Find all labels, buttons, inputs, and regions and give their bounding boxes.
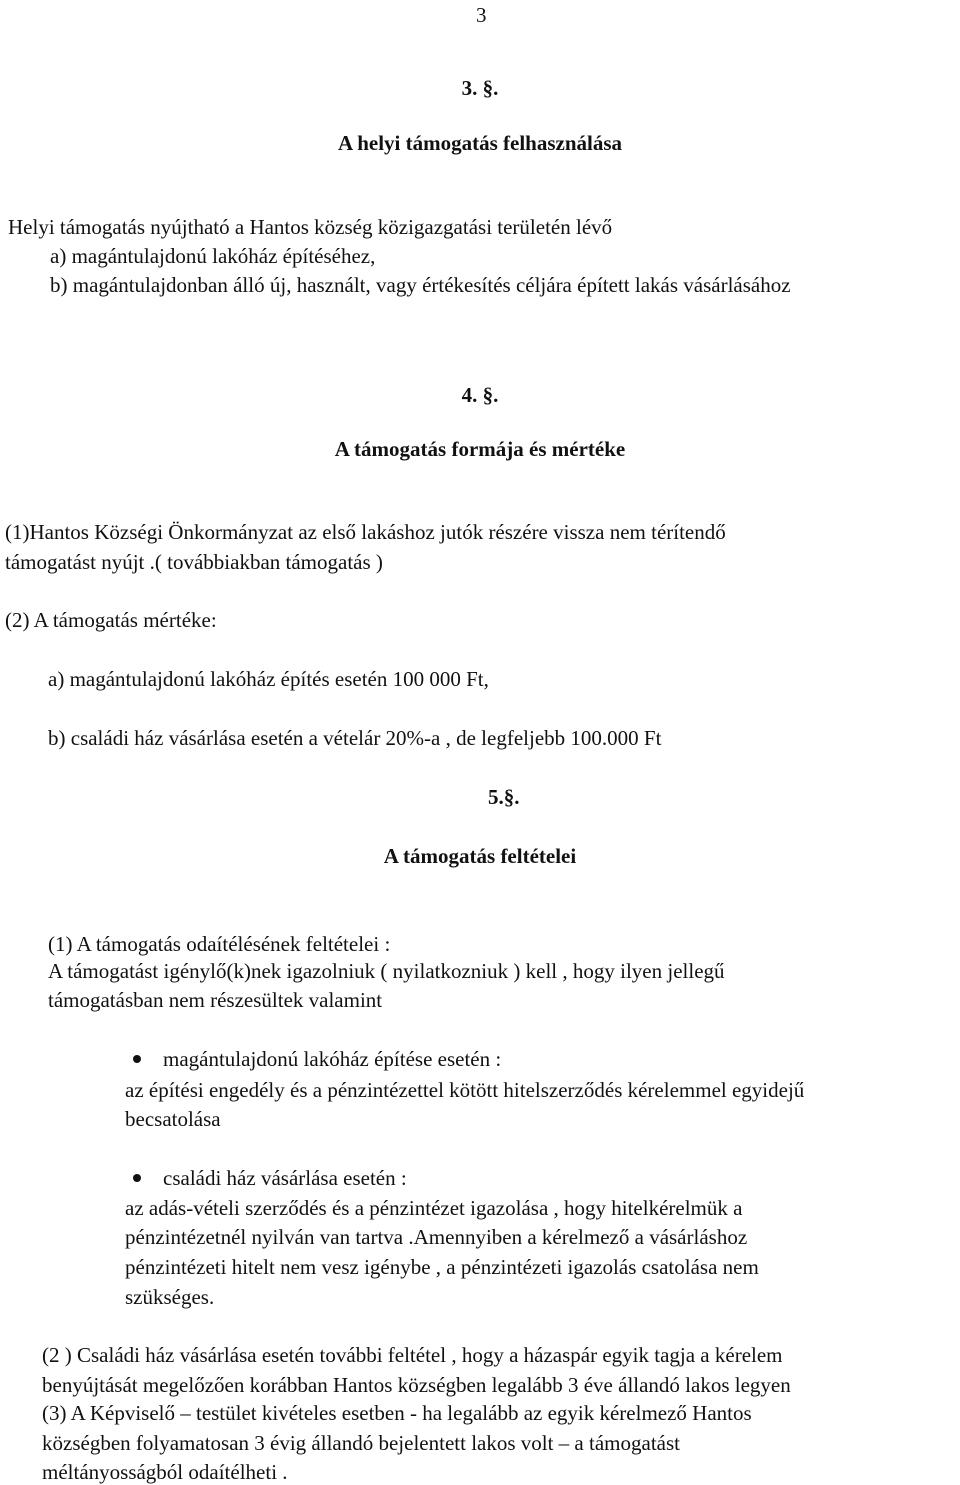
section-4-title: A támogatás formája és mértéke [334,437,626,461]
section-5-para-1-line-2: A támogatást igénylő(k)nek igazolniuk ( nyilatkozniuk ) kell , hogy ilyen jellegű [48,959,725,983]
section-5-para-1-line-1: (1) A támogatás odaítélésének feltételei : [48,932,391,956]
section-5-para-3-line-3: méltányosságból odaítélheti . [42,1460,288,1484]
section-5-title: A támogatás feltételei [383,844,577,868]
bullet-2-line-1: az adás-vételi szerződés és a pénzintézet igazolása , hogy hitelkérelmük a [125,1196,743,1220]
section-5-para-3-line-2: községben folyamatosan 3 évig állandó bejelentett lakos volt – a támogatást [42,1431,680,1455]
section-3-title: A helyi támogatás felhasználása [337,131,623,155]
section-5-para-1-line-3: támogatásban nem részesültek valamint [48,988,383,1012]
section-3-item-a: a) magántulajdonú lakóház építéséhez, [50,244,376,268]
bullet-2-line-2: pénzintézetnél nyilván van tartva .Amennyiben a kérelmező a vásárláshoz [125,1225,748,1249]
bullet-marker [133,1055,141,1063]
section-3-intro: Helyi támogatás nyújtható a Hantos község közigazgatási területén lévő [8,215,613,239]
bullet-2-line-4: szükséges. [125,1285,215,1309]
section-4-para-2: (2) A támogatás mértéke: [5,608,217,632]
section-5-para-2-line-2: benyújtását megelőzően korábban Hantos községben legalább 3 éve állandó lakos legyen [42,1373,791,1397]
section-4-item-a: a) magántulajdonú lakóház építés esetén 100 000 Ft, [48,667,489,691]
bullet-1-title: magántulajdonú lakóház építése esetén : [163,1047,502,1071]
page-number: 3 [476,3,487,27]
bullet-2-line-3: pénzintézeti hitelt nem vesz igénybe , a pénzintézeti igazolás csatolása nem [125,1255,759,1279]
bullet-1-line-1: az építési engedély és a pénzintézettel kötött hitelszerződés kérelemmel egyidejű [125,1078,805,1102]
section-5-number: 5.§. [488,785,520,809]
section-3-item-b: b) magántulajdonban álló új, használt, vagy értékesítés céljára épített lakás vásárlásához [50,273,791,297]
section-4-number: 4. §. [461,383,499,407]
section-4-item-b: b) családi ház vásárlása esetén a vételár 20%-a , de legfeljebb 100.000 Ft [48,726,662,750]
section-5-para-2-line-1: (2 ) Családi ház vásárlása esetén további feltétel , hogy a házaspár egyik tagja a kérelem [42,1343,783,1367]
section-3-number: 3. §. [461,76,499,100]
bullet-2-title: családi ház vásárlása esetén : [163,1166,407,1190]
bullet-marker [133,1174,141,1182]
section-4-para-1-line-2: támogatást nyújt .( továbbiakban támogatás ) [5,550,383,574]
bullet-1-line-2: becsatolása [125,1107,221,1131]
section-5-para-3-line-1: (3) A Képviselő – testület kivételes esetben - ha legalább az egyik kérelmező Hantos [42,1401,752,1425]
section-4-para-1-line-1: (1)Hantos Községi Önkormányzat az első lakáshoz jutók részére vissza nem térítendő [5,520,726,544]
